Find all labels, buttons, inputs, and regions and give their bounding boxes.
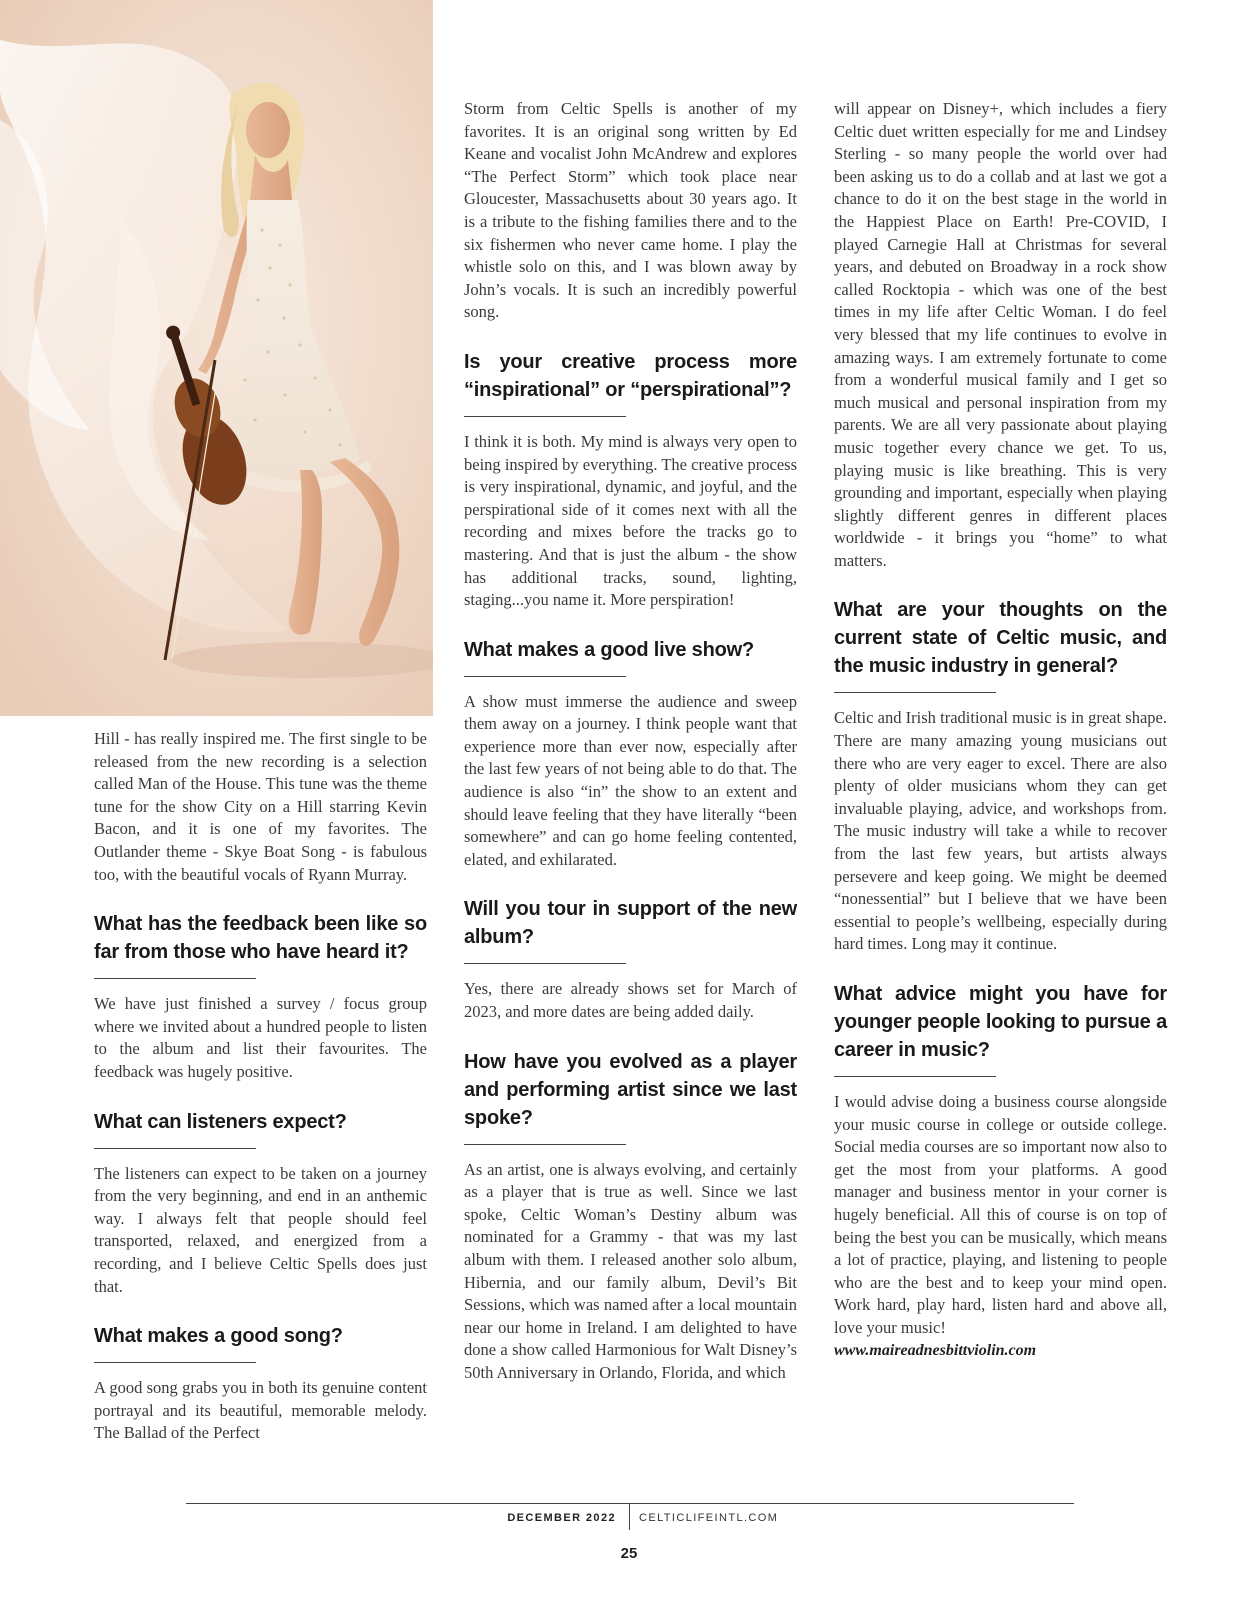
question-heading: What advice might you have for younger people looking to pursue a career in music? bbox=[834, 983, 1167, 1061]
page-number: 25 bbox=[620, 1545, 638, 1562]
article-column-3 bbox=[834, 98, 1167, 1362]
question-heading: What can listeners expect? bbox=[94, 1110, 347, 1133]
divider bbox=[834, 1076, 996, 1077]
question-heading: How have you evolved as a player and performing artist since we last spoke? bbox=[464, 1050, 797, 1129]
paragraph: Storm from Celtic Spells is another of my favorites. It is an original song written by Ed Keane and vocalist John McAndrew and explores “The Perfect Storm” which took place near Gloucester, Massachusetts about 30 years ago. It is a tribute to the fishing families there and to the six fishermen who never came home. I play the whistle solo on this, and I was blown away by John’s vocals. It is such an incredibly powerful song. bbox=[464, 99, 797, 322]
paragraph: A show must immerse the audience and sweep them away on a journey. I think people want that experience more than ever now, especially after the last few years of not being able to do that. The audience is also “in” the show to an extent and should leave feeling that they have literally “been somewhere” and can go home feeling contented, elated, and exhilarated. bbox=[464, 691, 797, 869]
divider bbox=[464, 416, 626, 417]
paragraph: will appear on Disney+, which includes a fiery Celtic duet written especially for me and Lindsey Sterling - so many people the world over had been asking us to do a collab and at last we got a chance to do it on the best stage in the world in the Happiest Place on Earth! Pre-COVID, I played Carnegie Hall at Christmas for several years, and debuted on Broadway in a rock show called Rocktopia - which was one of the best times in my life after Celtic Woman. I do feel very blessed that my life continues to evolve in amazing ways. I am extremely fortunate to come from a wonderful musical family and I get so much musical and personal inspiration from my parents. We are all very passionate about playing music together every chance we get. To us, playing music is like breathing. This is very grounding and important, especially when playing slightly different genres in different places worldwide - it brings you “home” to what matters. bbox=[834, 99, 1167, 570]
divider bbox=[464, 963, 626, 964]
paragraph: As an artist, one is always evolving, and certainly as a player that is true as well. Since we last spoke, Celtic Woman’s Destiny album was nominated for a Grammy - that was my last album with them. I released another solo album, Hibernia, and our family album, Devil’s Bit Sessions, which was named after a local mountain near our home in Ireland. I am delighted to have done a show called Harmonious for Walt Disney’s 50th Anniversary in Orlando, Florida, and which bbox=[464, 1159, 797, 1382]
divider bbox=[94, 978, 256, 979]
article-column-1 bbox=[94, 728, 427, 1445]
question-heading: Will you tour in support of the new album? bbox=[464, 898, 797, 949]
question-heading: What makes a good live show? bbox=[464, 638, 755, 661]
publication-site: CELTICLIFEINTL.COM bbox=[639, 1512, 779, 1524]
article-photo bbox=[0, 0, 433, 716]
paragraph: I think it is both. My mind is always very open to being inspired by everything. The creative process is very inspirational, dynamic, and joyful, and the perspirational side of it comes next with all the recording and mixes before the tracks go to mastering. And that is just the album - the show has additional tracks, sound, lighting, staging...you name it. More perspiration! bbox=[464, 431, 797, 610]
paragraph: The listeners can expect to be taken on a journey from the very beginning, and end in an anthemic way. I always felt that people should feel transported, relaxed, and energized from a recording, and I believe Celtic Spells does just that. bbox=[94, 1163, 427, 1296]
paragraph: We have just finished a survey / focus group where we invited about a hundred people to listen to the album and list their favourites. The feedback was hugely positive. bbox=[94, 994, 427, 1081]
violinist-illustration bbox=[0, 0, 433, 716]
divider bbox=[94, 1362, 256, 1363]
question-heading: What makes a good song? bbox=[94, 1325, 343, 1348]
divider bbox=[464, 676, 626, 677]
divider bbox=[834, 692, 996, 693]
paragraph: Celtic and Irish traditional music is in great shape. There are many amazing young musicians out there who are very eager to excel. There are also plenty of older musicians whom they can get invaluable playing, advice, and workshops from. The music industry will take a while to recover from the last few years, but artists always persevere and keep going. We might be deemed “nonessential” but I believe that we have been essential to people’s wellbeing, especially during hard times. Long may it continue. bbox=[834, 708, 1167, 954]
article-column-2 bbox=[464, 98, 797, 1385]
footer-divider bbox=[186, 1503, 1074, 1504]
question-heading: What has the feedback been like so far from those who have heard it? bbox=[94, 913, 427, 964]
footer-separator bbox=[629, 1503, 630, 1530]
question-heading: What are your thoughts on the current state of Celtic music, and the music industry in general? bbox=[834, 599, 1167, 678]
website-link[interactable]: www.maireadnesbittviolin.com bbox=[834, 1341, 1037, 1359]
divider bbox=[94, 1148, 256, 1149]
paragraph: Yes, there are already shows set for March of 2023, and more dates are being added daily. bbox=[464, 979, 797, 1022]
issue-date: DECEMBER 2022 bbox=[507, 1512, 616, 1524]
question-heading: Is your creative process more “inspirational” or “perspirational”? bbox=[464, 350, 797, 401]
paragraph: I would advise doing a business course alongside your music course in college or outside college. Social media courses are so important now also to get the most from your platforms. A good manager and business mentor in your corner is hugely beneficial. All this of course is on top of being the best you can be musically, which means a lot of practice, playing, and listening to people who are the best and to keep your mind open. Work hard, play hard, listen hard and above all, love your music! bbox=[834, 1092, 1167, 1337]
divider bbox=[464, 1144, 626, 1145]
paragraph: Hill - has really inspired me. The first single to be released from the new recording is a selection called Man of the House. This tune was the theme tune for the show City on a Hill starring Kevin Bacon, and it is one of my favorites. The Outlander theme - Skye Boat Song - is fabulous too, with the beautiful vocals of Ryann Murray. bbox=[94, 729, 427, 884]
paragraph: A good song grabs you in both its genuine content portrayal and its beautiful, memorable melody. The Ballad of the Perfect bbox=[94, 1378, 427, 1443]
